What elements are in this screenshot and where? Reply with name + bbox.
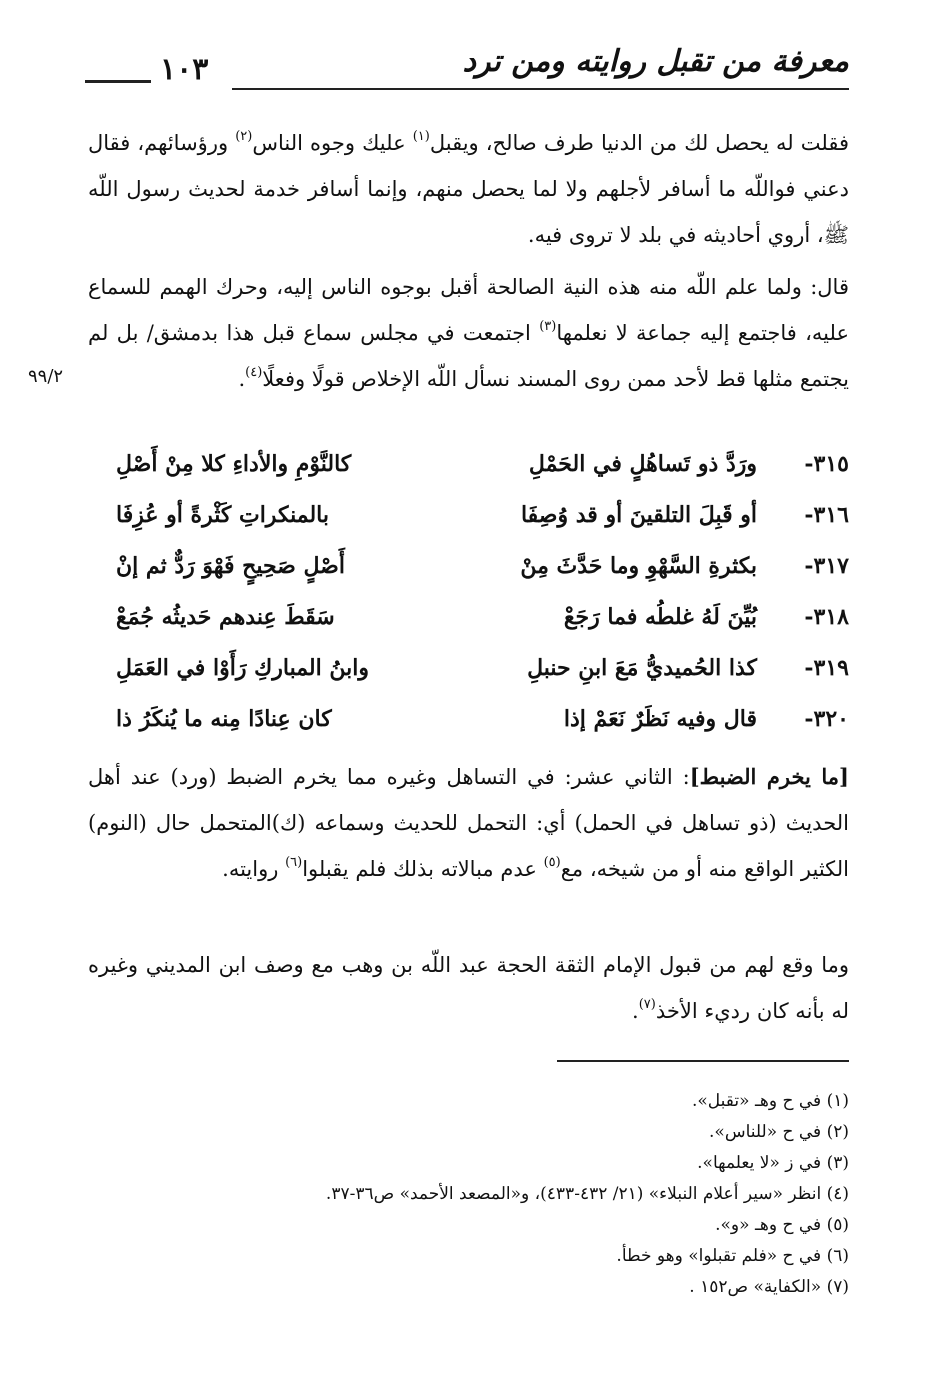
verse-second-hemistich: كالنَّوْمِ والأداءِ كلا مِنْ أَصْلِ bbox=[116, 451, 352, 477]
paragraph-4 bbox=[88, 942, 849, 1034]
page-number: ١٠٣ bbox=[160, 52, 209, 87]
verse-second-hemistich: بالمنكراتِ كَثْرةً أو عُزِفَا bbox=[116, 502, 329, 528]
footnote: (١) في ح وهـ «تقبل». bbox=[692, 1091, 849, 1111]
verse-number: ٣١٦- bbox=[804, 502, 849, 528]
paragraph-text: : الثاني عشر: في التساهل وغيره مما يخرم الضبط (ورد) عند أهل الحديث (ذو تساهل في الحمل) أي: التحمل للحديث وسماعه (ك)المتحمل حال (النوم) الكثير الواقع منه أو من شيخه، مع bbox=[88, 765, 849, 881]
running-title: معرفة من تقبل روايته ومن ترد bbox=[462, 44, 849, 79]
paragraph-text: عليك وجوه الناس bbox=[252, 131, 413, 155]
footnote: (٥) في ح وهـ «و». bbox=[715, 1215, 849, 1235]
paragraph-text: ورؤسائهم، فقال دعني فواللّه ما أسافر لأجلهم ولا لما يحصل منهم، وإنما أسافر خدمة لحديث رسول اللّه ﷺ، أروي أحاديثه في بلد لا تروى فيه. bbox=[88, 131, 849, 247]
paragraph-text: . bbox=[238, 367, 246, 391]
verse-first-hemistich: بكثرةِ السَّهْوِ وما حَدَّثَ مِنْ bbox=[520, 553, 757, 579]
header-rule bbox=[232, 88, 849, 90]
verse-first-hemistich: ورَدَّ ذو تَساهُلٍ في الحَمْلِ bbox=[528, 451, 757, 477]
paragraph-2 bbox=[88, 264, 849, 402]
paragraph-3 bbox=[88, 754, 849, 892]
verse-first-hemistich: قال وفيه نَظَرٌ نَعَمْ إذا bbox=[563, 706, 757, 732]
footnote: (٧) «الكفاية» ص١٥٢ . bbox=[689, 1277, 849, 1297]
footnote-separator bbox=[557, 1060, 849, 1062]
verse-first-hemistich: أو قَبِلَ التلقينَ أو قد وُصِفَا bbox=[520, 502, 757, 528]
verse-line bbox=[88, 502, 849, 553]
verse-second-hemistich: كان عِنادًا مِنه ما يُنكَرُ ذا bbox=[116, 706, 332, 732]
footnote-ref[interactable]: (٢) bbox=[235, 129, 253, 144]
footnote: (٣) في ز «لا يعلمها». bbox=[697, 1153, 849, 1173]
verse-number: ٣١٥- bbox=[804, 451, 849, 477]
footnote-ref[interactable]: (٣) bbox=[539, 319, 557, 334]
footnote: (٤) انظر «سير أعلام النبلاء» (٢١/ ٤٣٢-٤٣٣)، و«المصعد الأحمد» ص٣٦-٣٧. bbox=[325, 1184, 849, 1204]
footnote-ref[interactable]: (٧) bbox=[638, 997, 656, 1012]
footnote-ref[interactable]: (٥) bbox=[543, 855, 561, 870]
paragraph-text: اجتمعت في مجلس سماع قبل هذا بدمشق/ بل لم يجتمع مثلها قط لأحد ممن روى المسند نسأل اللّه الإخلاص قولًا وفعلًا bbox=[88, 321, 849, 391]
verse-line bbox=[88, 604, 849, 655]
verse-line bbox=[88, 655, 849, 706]
verse-number: ٣٢٠- bbox=[804, 706, 849, 732]
verse-number: ٣١٧- bbox=[804, 553, 849, 579]
footnote-ref[interactable]: (٦) bbox=[285, 855, 303, 870]
verse-second-hemistich: أَصْلٍ صَحِيحٍ فَهْوَ رَدٌّ ثم إنْ bbox=[116, 553, 345, 579]
paragraph-1 bbox=[88, 120, 849, 258]
verse-line bbox=[88, 706, 849, 757]
footnotes bbox=[88, 1086, 849, 1303]
footnote: (٢) في ح «للناس». bbox=[709, 1122, 849, 1142]
paragraph-text: قال: ولما علم اللّه منه هذه النية الصالحة أقبل بوجوه الناس إليه، وحرك الهمم للسماع عليه، فاجتمع إليه جماعة لا نعلمها bbox=[88, 275, 849, 345]
verse-line bbox=[88, 553, 849, 604]
paragraph-text: عدم مبالاته بذلك فلم يقبلوا bbox=[302, 857, 544, 881]
footnote-ref[interactable]: (٤) bbox=[245, 365, 263, 380]
paragraph-text: روايته. bbox=[222, 857, 286, 881]
verse-second-hemistich: سَقَطَ عِندهم حَديثُه جُمَعْ bbox=[116, 604, 335, 630]
verse-number: ٣١٨- bbox=[804, 604, 849, 630]
paragraph-text: وما وقع لهم من قبول الإمام الثقة الحجة عبد اللّه بن وهب مع وصف ابن المديني وغيره له بأنه كان رديء الأخذ bbox=[88, 953, 849, 1023]
section-heading: [ما يخرم الضبط] bbox=[689, 764, 849, 789]
verse-list bbox=[88, 451, 849, 757]
footnote: (٦) في ح «فلم تقبلوا» وهو خطأ. bbox=[616, 1246, 849, 1266]
verse-first-hemistich: كذا الحُميديُّ مَعَ ابنِ حنبلِ bbox=[527, 655, 757, 681]
verse-second-hemistich: وابنُ المباركِ رَأَوْا في العَمَلِ bbox=[116, 655, 370, 681]
paragraph-text: . bbox=[632, 999, 639, 1023]
margin-note: ٩٩/٢ bbox=[28, 366, 64, 387]
paragraph-text: فقلت له يحصل لك من الدنيا طرف صالح، ويقبل bbox=[429, 131, 849, 155]
verse-line bbox=[88, 451, 849, 502]
verse-number: ٣١٩- bbox=[804, 655, 849, 681]
footnote-ref[interactable]: (١) bbox=[412, 129, 430, 144]
verse-first-hemistich: بُيِّنَ لَهُ غلطُه فما رَجَعْ bbox=[563, 604, 757, 630]
header-rule-short bbox=[85, 80, 151, 83]
